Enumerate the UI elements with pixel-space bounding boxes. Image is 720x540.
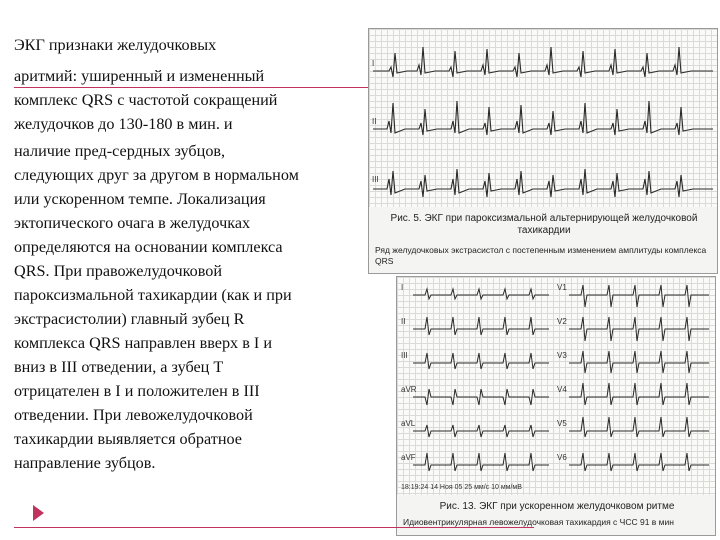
ecg-trace-V3 <box>569 351 709 373</box>
lead-label: III <box>372 175 379 184</box>
ecg-trace-I <box>413 289 549 299</box>
text-line: отрицателен в I и положителен в III <box>14 382 260 400</box>
text-line: отведении. При левожелудочковой <box>14 406 253 424</box>
ecg-traces-fig13 <box>397 277 715 495</box>
ecg-trace-III <box>413 353 549 369</box>
figure-5-caption-title: Рис. 5. ЭКГ при пароксизмальной альтернирующей желудочковой тахикардии <box>390 213 698 236</box>
lead-label: V3 <box>557 351 567 360</box>
ecg-trace-aVL <box>413 425 549 437</box>
lead-label: V6 <box>557 453 567 462</box>
text-line: ЭКГ признаки желудочковых <box>14 36 217 54</box>
lead-label: V2 <box>557 317 567 326</box>
accent-divider-top <box>14 87 374 88</box>
text-line: определяются на основании комплекса <box>14 238 283 256</box>
lead-label: V1 <box>557 283 567 292</box>
accent-divider-bottom <box>14 527 534 528</box>
paragraph-title <box>14 33 374 57</box>
ecg-traces-fig5 <box>369 29 717 207</box>
ecg-trace-V5 <box>569 417 709 437</box>
ecg-trace-aVF <box>413 453 549 471</box>
lead-label: V4 <box>557 385 567 394</box>
lead-label: I <box>372 59 375 68</box>
ecg-figure-13 <box>396 276 716 536</box>
figure-13-caption <box>403 501 711 528</box>
ecg-trace-II <box>413 317 549 335</box>
ecg-trace-V2 <box>569 317 709 341</box>
figure-5-caption <box>375 213 713 267</box>
lead-label: I <box>401 283 404 292</box>
figure-5-caption-subtitle: Ряд желудочковых экстрасистол с постепенным изменением амплитуды комплекса QRS <box>375 245 707 266</box>
text-line: направление зубцов. <box>14 454 156 472</box>
ecg-trace-V1 <box>569 285 709 307</box>
text-line: вниз в III отведении, а зубец Т <box>14 358 224 376</box>
lead-label: III <box>401 351 408 360</box>
next-slide-arrow-icon[interactable] <box>33 505 44 521</box>
ecg-trace-lead-1 <box>373 47 713 77</box>
lead-label: aVL <box>401 419 416 428</box>
text-line: пароксизмальной тахикардии (как и при <box>14 286 292 304</box>
ecg-trace-V6 <box>569 453 709 471</box>
ecg-trace-aVR <box>413 389 549 405</box>
ecg-figure-5 <box>368 28 718 274</box>
text-line: или ускоренном темпе. Локализация <box>14 190 266 208</box>
lead-label: V5 <box>557 419 567 428</box>
figure-13-caption-subtitle: Идиовентрикулярная левожелудочковая тахикардия с ЧСС 91 в мин <box>403 517 674 527</box>
lead-label: aVR <box>401 385 417 394</box>
text-line: комплекс QRS с частотой сокращений <box>14 91 278 109</box>
lead-label: II <box>372 117 377 126</box>
text-line: наличие пред-сердных зубцов, <box>14 142 226 160</box>
figure-13-caption-title: Рис. 13. ЭКГ при ускоренном желудочковом ритме <box>439 501 675 512</box>
text-line: аритмий: уширенный и измененный <box>14 67 265 85</box>
text-line: комплекса QRS направлен вверх в I и <box>14 334 272 352</box>
ecg-trace-lead-2 <box>373 101 713 135</box>
text-line: QRS. При правожелудочковой <box>14 262 223 280</box>
ecg-trace-V4 <box>569 383 709 405</box>
text-line: желудочков до 130-180 в мин. и <box>14 115 233 133</box>
text-line: эктопического очага в желудочках <box>14 214 251 232</box>
lead-label: II <box>401 317 406 326</box>
paragraph-3 <box>14 139 374 475</box>
text-line: следующих друг за другом в нормальном <box>14 166 299 184</box>
text-line: экстрасистолии) главный зубец R <box>14 310 245 328</box>
ecg-footer-info: 18:19:24 14 Ноя 05 25 мм/с 10 мм/мВ <box>401 484 522 491</box>
ecg-trace-lead-3 <box>373 169 713 197</box>
text-line: тахикардии выявляется обратное <box>14 430 242 448</box>
body-text <box>14 33 377 475</box>
lead-label: aVF <box>401 453 416 462</box>
